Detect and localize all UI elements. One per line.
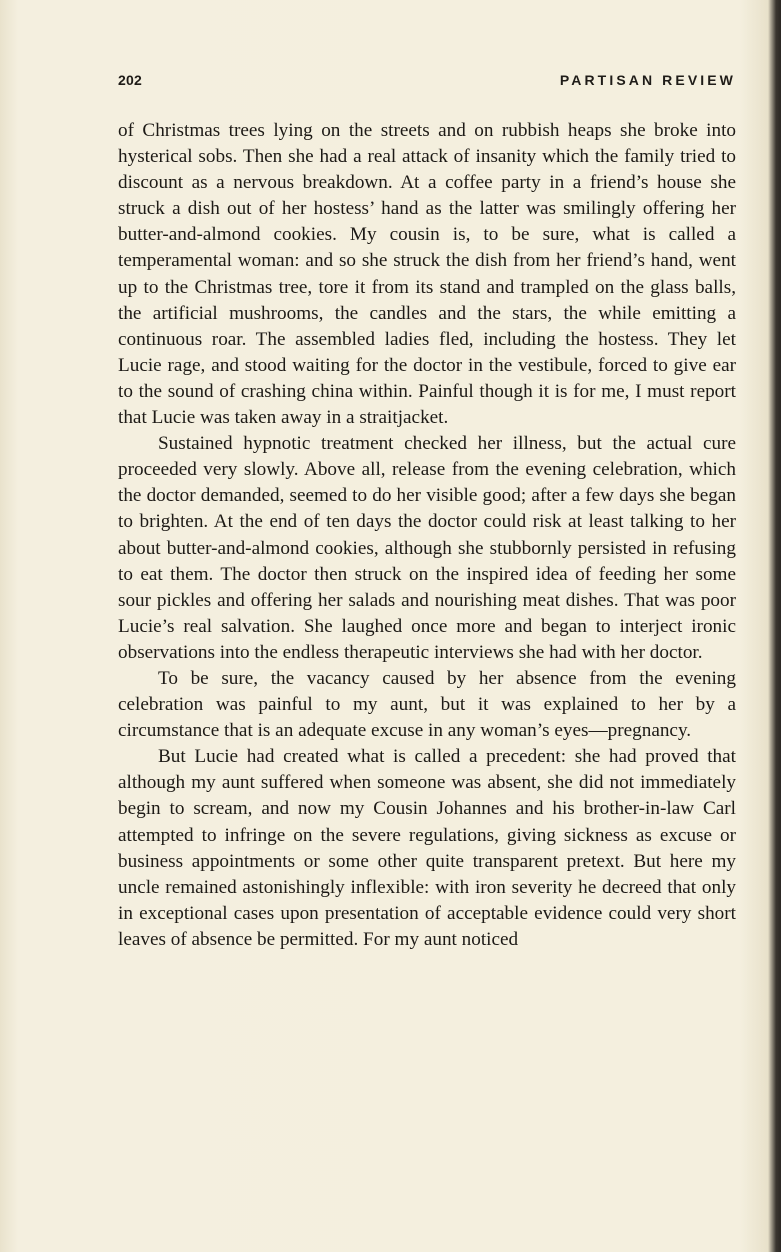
page-number: 202 xyxy=(118,72,142,88)
running-head: PARTISAN REVIEW xyxy=(559,72,736,88)
paragraph-continuation: of Christmas trees lying on the streets and on rubbish heaps she broke into hysterical sobs. Then she had a real attack of insanity which the family tried to discount as a nervous breakdown. At a coffee party in a friend’s house she struck a dish out of her hostess’ hand as the latter was smilingly offering her butter-and-almond cookies. My cousin is, to be sure, what is called a temperamental woman: and so she struck the dish from her friend’s hand, went up to the Christmas tree, tore it from its stand and trampled on the glass balls, the artificial mushrooms, the candles and the stars, the while emitting a continuous roar. The assembled ladies fled, including the hostess. They let Lucie rage, and stood waiting for the doctor in the vestibule, forced to give ear to the sound of crashing china within. Painful though it is for me, I must report that Lucie was taken away in a straitjacket. xyxy=(118,120,736,429)
paragraph-precedent: But Lucie had created what is called a precedent: she had proved that although my aunt suffered when someone was absent, she did not immediately begin to scream, and now my Cousin Johannes and his brother-in-law Carl attempted to infringe on the severe regulations, giving sickness as excuse or business appointments or some other quite transparent pretext. But here my uncle remained astonishingly inflexible: with iron severity he decreed that only in exceptional cases upon presentation of acceptable evidence could very short leaves of absence be permitted. For my aunt noticed xyxy=(118,746,736,950)
body-text xyxy=(118,118,736,953)
paragraph-vacancy: To be sure, the vacancy caused by her absence from the evening celebration was painful to my aunt, but it was explained to her by a circumstance that is an adequate excuse in any woman’s eyes—pregnancy. xyxy=(118,667,736,742)
paragraph-hypnotic-treatment: Sustained hypnotic treatment checked her illness, but the actual cure proceeded very slowly. Above all, release from the evening celebration, which the doctor demanded, seemed to do her visible good; after a few days she began to brighten. At the end of ten days the doctor could risk at least talking to her about butter-and-almond cookies, although she stubbornly persisted in refusing to eat them. The doctor then struck on the inspired idea of feeding her some sour pickles and offering her salads and nourishing meat dishes. That was poor Lucie’s real salvation. She laughed once more and began to interject ironic observations into the endless therapeutic interviews she had with her doctor. xyxy=(118,433,736,663)
page-header xyxy=(118,72,736,96)
